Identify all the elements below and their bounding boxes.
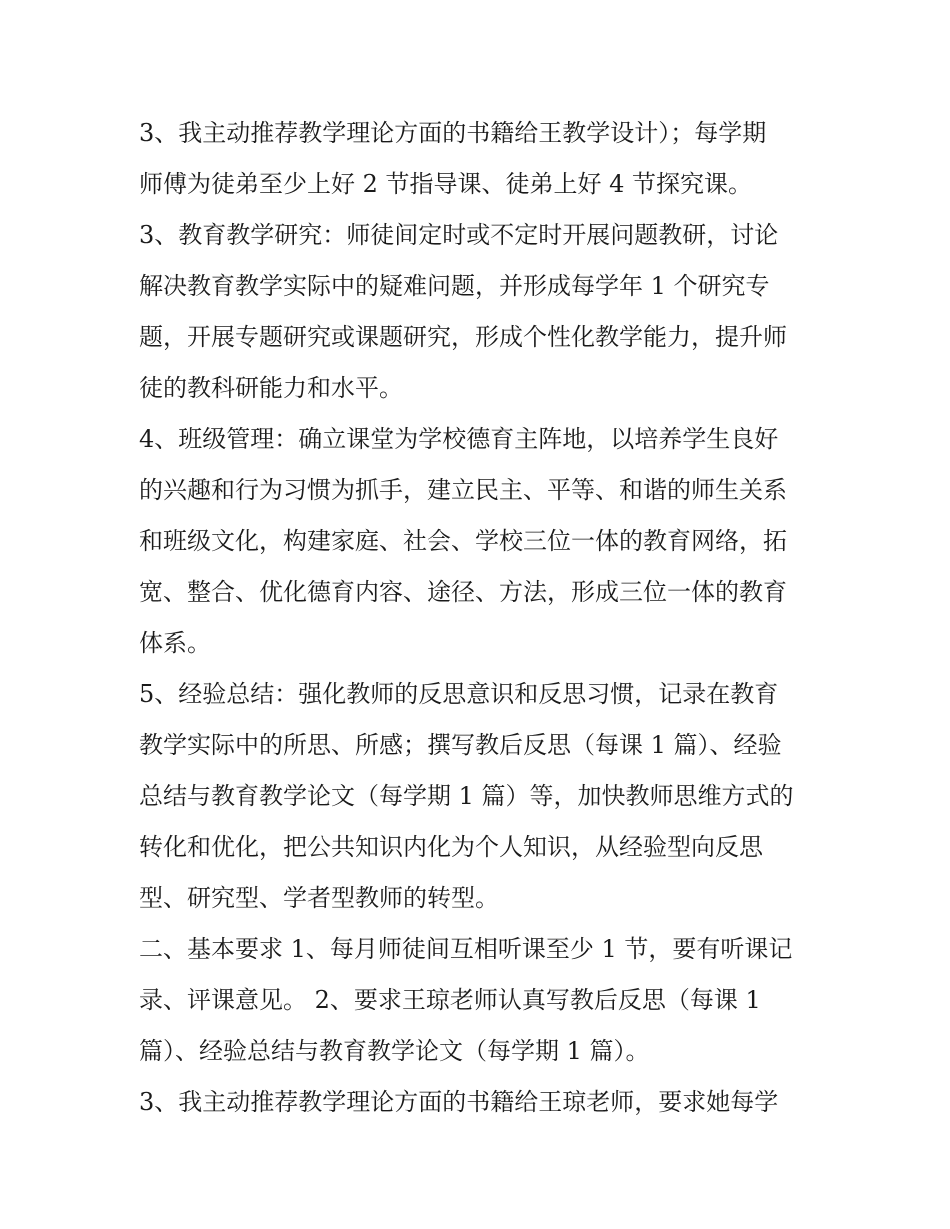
paragraph [139, 669, 819, 924]
text-line: 型、研究型、学者型教师的转型。 [139, 884, 499, 912]
text-line: 录、评课意见。 2、要求王琼老师认真写教后反思（每课 1 [139, 986, 761, 1014]
text-line: 解决教育教学实际中的疑难问题，并形成每学年 1 个研究专 [139, 272, 770, 300]
text-line: 和班级文化，构建家庭、社会、学校三位一体的教育网络，拓 [139, 527, 787, 555]
text-line: 转化和优化，把公共知识内化为个人知识，从经验型向反思 [139, 833, 763, 861]
paragraph [139, 210, 819, 414]
paragraph [139, 414, 819, 669]
text-line: 3、我主动推荐教学理论方面的书籍给王教学设计）；每学期 [139, 119, 767, 147]
text-line: 3、我主动推荐教学理论方面的书籍给王琼老师，要求她每学 [139, 1088, 779, 1116]
paragraph [139, 1077, 819, 1128]
paragraph [139, 924, 819, 1077]
document-body [139, 108, 819, 1128]
text-line: 总结与教育教学论文（每学期 1 篇）等，加快教师思维方式的 [139, 782, 794, 810]
text-line: 的兴趣和行为习惯为抓手，建立民主、平等、和谐的师生关系 [139, 476, 787, 504]
text-line: 二、基本要求 1、每月师徒间互相听课至少 1 节，要有听课记 [139, 935, 793, 963]
text-line: 师傅为徒弟至少上好 2 节指导课、徒弟上好 4 节探究课。 [139, 170, 753, 198]
text-line: 题，开展专题研究或课题研究，形成个性化教学能力，提升师 [139, 323, 787, 351]
text-line: 宽、整合、优化德育内容、途径、方法，形成三位一体的教育 [139, 578, 787, 606]
paragraph [139, 108, 819, 210]
text-line: 3、教育教学研究：师徒间定时或不定时开展问题教研，讨论 [139, 221, 779, 249]
text-line: 教学实际中的所思、所感；撰写教后反思（每课 1 篇）、经验 [139, 731, 782, 759]
text-line: 5、经验总结：强化教师的反思意识和反思习惯，记录在教育 [139, 680, 779, 708]
text-line: 篇）、经验总结与教育教学论文（每学期 1 篇）。 [139, 1037, 650, 1065]
text-line: 4、班级管理：确立课堂为学校德育主阵地，以培养学生良好 [139, 425, 779, 453]
text-line: 徒的教科研能力和水平。 [139, 374, 403, 402]
text-line: 体系。 [139, 629, 211, 657]
